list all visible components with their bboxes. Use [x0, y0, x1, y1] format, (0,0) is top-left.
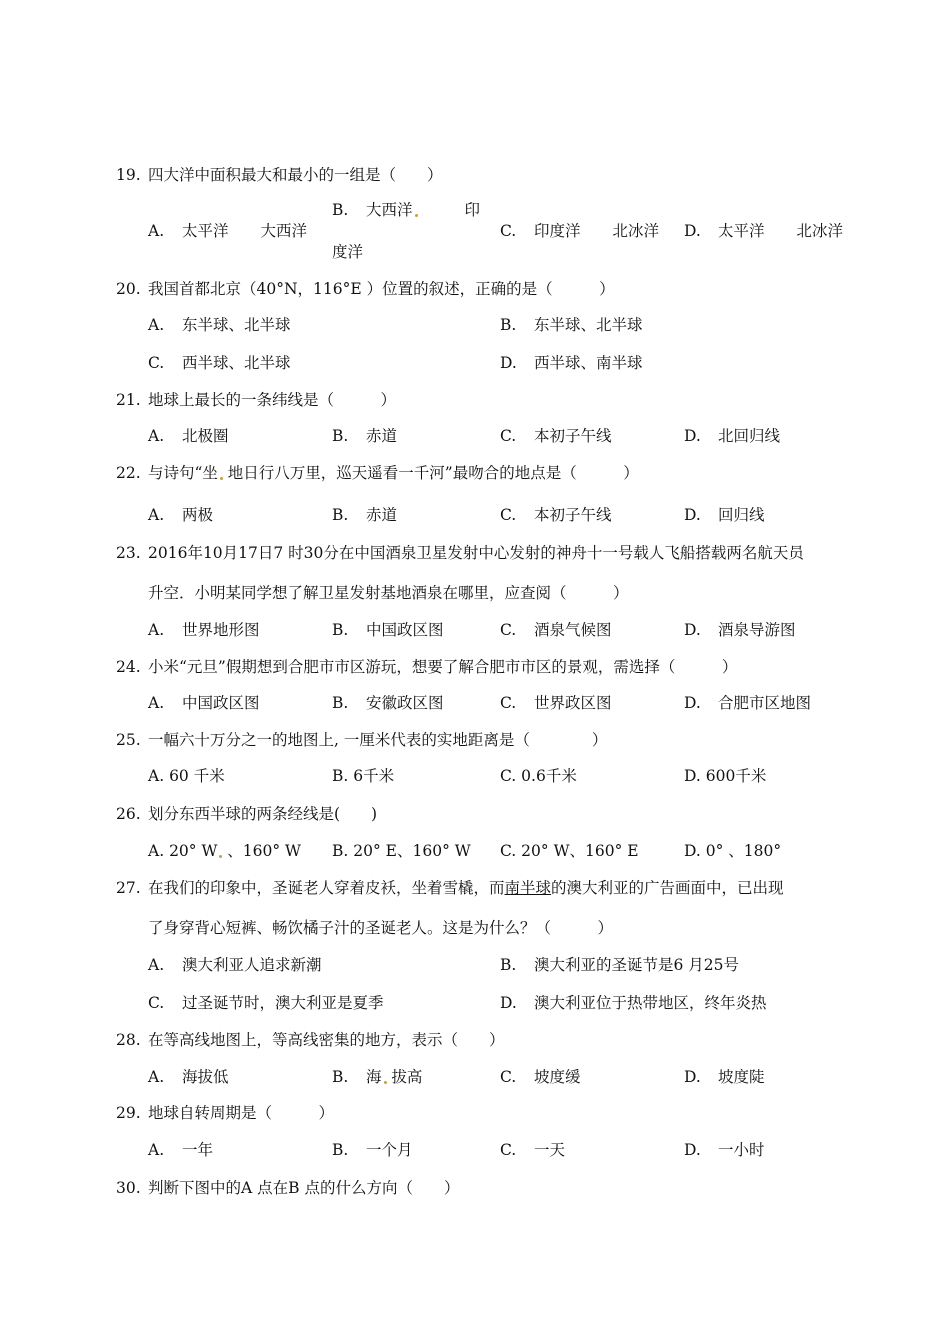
option-text: 澳大利亚的圣诞节是6 月25号: [534, 956, 740, 974]
option-d[interactable]: [684, 426, 780, 446]
question-stem: 升空．小明某同学想了解卫星发射基地酒泉在哪里，应查阅（ ）: [148, 584, 629, 602]
question-number: 27.: [116, 879, 141, 897]
option-label: A.: [148, 222, 165, 240]
option-b[interactable]: [332, 841, 471, 861]
option-text: 一小时: [718, 1141, 765, 1159]
option-label: A.: [148, 1141, 165, 1159]
option-label: D.: [500, 994, 517, 1012]
option-label: C.: [500, 1068, 517, 1086]
option-label: D.: [684, 842, 701, 860]
option-label: C.: [148, 354, 165, 372]
option-label: B.: [500, 956, 517, 974]
question-number: 29.: [116, 1104, 141, 1122]
option-label: B.: [500, 316, 517, 334]
option-label: C.: [500, 222, 517, 240]
option-d[interactable]: [684, 221, 843, 241]
option-text: 西半球、北半球: [182, 354, 291, 372]
question-stem: 地球自转周期是（ ）: [148, 1104, 335, 1122]
question-stem: 在等高线地图上，等高线密集的地方，表示（ ）: [148, 1031, 505, 1049]
option-label: B.: [332, 767, 349, 785]
option-d[interactable]: [684, 1140, 765, 1160]
option-label: A.: [148, 842, 165, 860]
question-stem: 地球上最长的一条纬线是（ ）: [148, 391, 397, 409]
option-label: C.: [500, 506, 517, 524]
option-c[interactable]: [500, 505, 612, 525]
option-b-continued: [332, 242, 363, 262]
option-text: 0.6千米: [521, 767, 577, 785]
option-a[interactable]: [148, 1067, 229, 1087]
option-b[interactable]: [332, 505, 397, 525]
option-text: 大西洋: [260, 222, 308, 240]
option-text: 两极: [182, 506, 214, 524]
question-number: 26.: [116, 805, 141, 823]
option-label: C.: [500, 767, 517, 785]
option-text: 酒泉导游图: [718, 621, 796, 639]
option-d[interactable]: [684, 1067, 765, 1087]
option-label: B.: [332, 201, 349, 219]
option-text: 本初子午线: [534, 427, 612, 445]
option-text: 本初子午线: [534, 506, 612, 524]
option-text: 安徽政区图: [366, 694, 444, 712]
question-number: 21.: [116, 391, 141, 409]
option-text: 600千米: [705, 767, 767, 785]
option-text: 大西洋: [366, 201, 413, 219]
option-text: 中国政区图: [366, 621, 444, 639]
option-label: B.: [332, 506, 349, 524]
option-label: C.: [500, 427, 517, 445]
option-text: 0° 、180°: [705, 842, 782, 860]
option-text: 合肥市区地图: [718, 694, 812, 712]
option-label: D.: [684, 1141, 701, 1159]
question-stem: 在我们的印象中，圣诞老人穿着皮袄，坐着雪橇，而南半球的澳大利亚的广告画面中，已出现: [148, 879, 784, 897]
option-label: A.: [148, 506, 165, 524]
option-text: 酒泉气候图: [534, 621, 612, 639]
option-text: 北冰洋: [612, 222, 660, 240]
option-d[interactable]: [684, 505, 765, 525]
option-label: D.: [684, 1068, 701, 1086]
option-label: B.: [332, 842, 349, 860]
underlined-text: 南半球: [504, 879, 552, 897]
option-label: C.: [500, 621, 517, 639]
option-label: D.: [684, 694, 701, 712]
option-label: B.: [332, 1141, 349, 1159]
option-b[interactable]: [332, 620, 444, 640]
question-number: 30.: [116, 1179, 141, 1197]
option-b[interactable]: [332, 426, 397, 446]
option-c[interactable]: [148, 993, 384, 1013]
option-b[interactable]: [332, 200, 480, 220]
option-d[interactable]: [500, 993, 767, 1013]
option-a[interactable]: [148, 841, 301, 861]
option-text: 赤道: [366, 427, 398, 445]
question-stem: 一幅六十万分之一的地图上, 一厘米代表的实地距离是（ ）: [148, 731, 608, 749]
option-text: 海拔低: [182, 1068, 229, 1086]
option-text: 拔高: [391, 1068, 423, 1086]
option-label: B.: [332, 1068, 349, 1086]
option-label: D.: [684, 222, 701, 240]
option-text: 20° E、160° W: [353, 842, 471, 860]
option-c[interactable]: [500, 426, 612, 446]
option-text: 度洋: [332, 243, 364, 261]
option-a[interactable]: [148, 505, 213, 525]
option-c[interactable]: [500, 1140, 565, 1160]
question-stem: 2016年10月17日7 时30分在中国酒泉卫星发射中心发射的神舟十一号载人飞船搭载两名航天员: [148, 544, 804, 562]
option-text: 世界地形图: [182, 621, 260, 639]
question-stem: 我国首都北京（40°N，116°E ）位置的叙述，正确的是（ ）: [148, 280, 615, 298]
option-text: 东半球、北半球: [182, 316, 291, 334]
option-b[interactable]: [332, 1067, 422, 1087]
option-d[interactable]: [684, 620, 796, 640]
option-text: 印: [464, 201, 481, 219]
option-d[interactable]: [684, 693, 811, 713]
question-stem: 小米“元旦”假期想到合肥市市区游玩，想要了解合肥市市区的景观，需选择（ ）: [148, 658, 738, 676]
option-label: D.: [684, 767, 701, 785]
option-b[interactable]: [500, 315, 643, 335]
option-text: 澳大利亚位于热带地区，终年炎热: [534, 994, 767, 1012]
option-c[interactable]: [500, 221, 659, 241]
option-b[interactable]: [332, 766, 394, 786]
option-c[interactable]: [500, 841, 639, 861]
option-text: 世界政区图: [534, 694, 612, 712]
option-a[interactable]: [148, 221, 307, 241]
option-text: 60 千米: [169, 767, 225, 785]
option-label: A.: [148, 694, 165, 712]
option-text: 赤道: [366, 506, 398, 524]
option-label: C.: [148, 994, 165, 1012]
option-text: 中国政区图: [182, 694, 260, 712]
option-text: 北回归线: [718, 427, 781, 445]
option-d[interactable]: [684, 841, 781, 861]
option-label: B.: [332, 694, 349, 712]
question-number: 24.: [116, 658, 141, 676]
option-b[interactable]: [500, 955, 739, 975]
option-label: D.: [500, 354, 517, 372]
option-label: B.: [332, 621, 349, 639]
option-a[interactable]: [148, 955, 322, 975]
option-label: A.: [148, 956, 165, 974]
question-stem: 划分东西半球的两条经线是( ): [148, 805, 378, 823]
option-text: 澳大利亚人追求新潮: [182, 956, 322, 974]
option-text: 太平洋: [182, 222, 229, 240]
option-text: 20° W: [169, 842, 218, 860]
option-text: 一个月: [366, 1141, 413, 1159]
option-text: 回归线: [718, 506, 765, 524]
question-number: 23.: [116, 544, 141, 562]
option-text: 6千米: [353, 767, 395, 785]
option-a[interactable]: [148, 766, 225, 786]
option-text: 西半球、南半球: [534, 354, 643, 372]
option-text: 20° W、160° E: [521, 842, 639, 860]
option-c[interactable]: [500, 693, 612, 713]
option-text: 印度洋: [534, 222, 581, 240]
option-label: D.: [684, 427, 701, 445]
option-b[interactable]: [332, 693, 444, 713]
option-text: 东半球、北半球: [534, 316, 643, 334]
option-label: A.: [148, 427, 165, 445]
option-label: A.: [148, 767, 165, 785]
option-label: C.: [500, 842, 517, 860]
option-text: 坡度陡: [718, 1068, 765, 1086]
question-number: 20.: [116, 280, 141, 298]
question-stem: 判断下图中的A 点在B 点的什么方向（ ）: [148, 1179, 460, 1197]
option-text: 、160° W: [227, 842, 301, 860]
question-number: 25.: [116, 731, 141, 749]
option-text: 北极圈: [182, 427, 229, 445]
option-c[interactable]: [500, 620, 612, 640]
option-label: A.: [148, 1068, 165, 1086]
option-b[interactable]: [332, 1140, 413, 1160]
option-a[interactable]: [148, 315, 291, 335]
option-text: 北冰洋: [796, 222, 844, 240]
option-label: C.: [500, 694, 517, 712]
option-text: 一年: [182, 1141, 214, 1159]
option-d[interactable]: [684, 766, 766, 786]
question-number: 28.: [116, 1031, 141, 1049]
question-stem: 四大洋中面积最大和最小的一组是（ ）: [148, 166, 443, 184]
option-text: 一天: [534, 1141, 566, 1159]
option-c[interactable]: [500, 766, 577, 786]
option-c[interactable]: [148, 353, 291, 373]
option-label: D.: [684, 506, 701, 524]
option-a[interactable]: [148, 1140, 213, 1160]
option-text: 海: [366, 1068, 382, 1086]
option-label: D.: [684, 621, 701, 639]
option-c[interactable]: [500, 1067, 581, 1087]
question-number: 19.: [116, 166, 141, 184]
option-label: B.: [332, 427, 349, 445]
option-text: 太平洋: [718, 222, 765, 240]
option-a[interactable]: [148, 426, 229, 446]
option-label: A.: [148, 316, 165, 334]
option-text: 坡度缓: [534, 1068, 581, 1086]
option-label: C.: [500, 1141, 517, 1159]
question-number: 22.: [116, 464, 141, 482]
option-d[interactable]: [500, 353, 643, 373]
option-a[interactable]: [148, 620, 260, 640]
option-text: 过圣诞节时，澳大利亚是夏季: [182, 994, 384, 1012]
question-stem: 了身穿背心短裤、畅饮橘子汁的圣诞老人。这是为什么？（ ）: [148, 919, 614, 937]
option-label: A.: [148, 621, 165, 639]
option-a[interactable]: [148, 693, 260, 713]
question-stem: 与诗句“坐 地日行八万里，巡天遥看一千河”最吻合的地点是（ ）: [148, 464, 639, 482]
